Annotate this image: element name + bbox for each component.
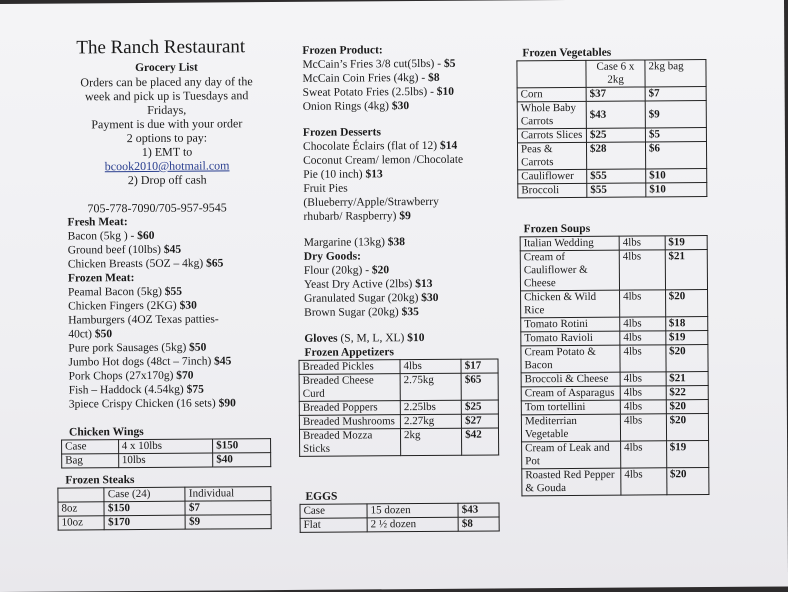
table-cell: 8oz [58, 502, 105, 516]
table-cell: $20 [665, 290, 708, 317]
table-cell: 2 ½ dozen [367, 517, 458, 532]
info-line: week and pick up is Tuesdays and [84, 88, 249, 104]
fresh-meat-heading: Fresh Meat: [67, 216, 128, 229]
frozen-soups-heading: Frozen Soups [523, 222, 591, 236]
item-price: $38 [387, 236, 406, 249]
table-cell: $7 [645, 87, 706, 101]
table-cell: 4lbs [400, 359, 461, 373]
table-cell: Bag [62, 454, 119, 468]
table-cell: Tomato Ravioli [521, 331, 620, 346]
table-cell: $10 [646, 183, 707, 197]
table-row [520, 236, 707, 251]
frozen-appetizers-heading: Frozen Appetizers [304, 346, 395, 359]
list-item [69, 383, 204, 398]
table-cell: $25 [586, 128, 645, 142]
item-name: Margarine (13kg) [303, 236, 385, 249]
item-price: $50 [94, 328, 113, 341]
page-subtitle: Grocery List [135, 61, 198, 75]
item-name: Brown Sugar (20kg) [304, 306, 399, 319]
table-cell: Breaded Poppers [299, 401, 400, 416]
item-price: $9 [399, 210, 411, 223]
table-row [58, 487, 271, 502]
table-cell: $55 [587, 183, 646, 197]
frozen-steaks-table [57, 486, 271, 530]
table-row [518, 169, 707, 184]
item-name: Pork Chops (27x170g) [68, 369, 174, 383]
table-cell: Cream Potato & Bacon [521, 345, 620, 373]
info-line: 1) EMT to [141, 144, 193, 159]
item-price: $8 [428, 71, 440, 84]
list-item [68, 285, 182, 300]
phone-numbers: 705-778-7090/705-957-9545 [87, 200, 227, 216]
list-item [68, 299, 197, 314]
table-row [517, 128, 706, 143]
table-cell: Corn [517, 87, 586, 101]
table-cell: 4lbs [620, 290, 666, 317]
table-cell: $22 [666, 386, 708, 400]
table-cell: 4lbs [619, 250, 665, 290]
table-cell: Peas & Carrots [517, 142, 586, 169]
chicken-wings-table [61, 438, 271, 468]
info-line: 2) Drop off cash [127, 172, 207, 188]
table-cell: Roasted Red Pepper & Gouda [522, 468, 621, 496]
table-row [521, 372, 708, 387]
list-item [303, 139, 457, 154]
table-cell: $42 [462, 428, 499, 455]
table-cell: $170 [105, 515, 186, 530]
table-cell: 2.75kg [400, 373, 461, 400]
table-cell: Individual [185, 487, 271, 502]
item-name: (Blueberry/Apple/Strawberry [303, 195, 439, 209]
list-item [304, 291, 439, 306]
table-cell: 10oz [58, 516, 105, 530]
table-cell: Mediterrian Vegetable [521, 414, 620, 442]
item-price: $10 [436, 85, 455, 98]
table-cell [517, 60, 586, 87]
table-row [521, 386, 708, 401]
list-item [303, 195, 439, 210]
info-line: Fridays, [147, 102, 187, 117]
item-name: Yeast Dry Active (2lbs) [303, 278, 413, 291]
table-cell: $17 [461, 359, 498, 373]
table-cell: $27 [462, 414, 499, 428]
item-name: Granulated Sugar (20kg) [304, 292, 419, 305]
frozen-desserts-heading: Frozen Desserts [302, 126, 381, 139]
item-price: $65 [206, 257, 224, 270]
frozen-meat-heading: Frozen Meat: [67, 272, 135, 285]
table-cell: 4lbs [621, 468, 667, 495]
table-cell: $18 [665, 317, 707, 331]
item-price: $13 [415, 277, 433, 291]
list-item [303, 209, 410, 224]
table-row [62, 453, 271, 468]
list-item [304, 277, 433, 292]
table-cell: $9 [645, 101, 706, 128]
table-cell: $43 [586, 101, 645, 128]
table-row [517, 101, 706, 129]
table-cell: $25 [461, 400, 498, 414]
table-row [521, 414, 708, 442]
table-cell: $9 [186, 515, 272, 530]
table-cell: 4lbs [620, 345, 666, 372]
table-row [517, 60, 706, 88]
table-cell: $7 [185, 501, 271, 516]
item-name: Fruit Pies [303, 182, 348, 195]
table-cell: 4 x 10lbs [118, 439, 213, 454]
table-cell: $6 [645, 142, 706, 169]
table-row [521, 331, 708, 346]
item-name: Fish – Haddock (4.54kg) [68, 383, 184, 397]
table-cell: Cream of Leak and Pot [522, 441, 621, 469]
item-name: 40ct) [68, 328, 92, 341]
dry-goods-heading: Dry Goods: [303, 250, 362, 263]
item-name: 3piece Crispy Chicken (16 sets) [68, 397, 216, 411]
table-cell: $21 [666, 372, 708, 386]
list-item [69, 369, 194, 384]
table-row [520, 250, 707, 291]
table-cell: Chicken & Wild Rice [521, 290, 620, 318]
table-cell [58, 488, 105, 502]
table-row [299, 359, 498, 374]
frozen-product-heading: Frozen Product: [302, 44, 383, 57]
info-line: Orders can be placed any day of the [80, 74, 253, 90]
table-row [521, 400, 708, 415]
table-row [521, 317, 708, 332]
table-cell: $8 [458, 517, 499, 531]
table-cell: $20 [666, 414, 709, 441]
item-name: Peamal Bacon (5kg) [67, 285, 162, 299]
item-price: $30 [391, 100, 410, 113]
table-cell: $20 [666, 468, 709, 495]
table-row [517, 142, 706, 170]
list-item [303, 182, 348, 196]
item-price: $10 [407, 332, 425, 345]
table-cell: $20 [666, 345, 709, 372]
table-row [300, 517, 499, 532]
item-name: Hamburgers (4OZ Texas patties- [68, 313, 219, 327]
frozen-vegetables-heading: Frozen Vegetables [522, 46, 612, 60]
table-cell: 4lbs [620, 400, 666, 414]
gloves-item [304, 331, 424, 346]
eggs-table [299, 502, 499, 532]
table-row [300, 503, 499, 518]
list-item [302, 57, 455, 72]
table-cell: Case 6 x 2kg [586, 60, 645, 87]
list-item [304, 305, 419, 320]
item-price: $5 [443, 57, 456, 70]
table-cell: $150 [104, 501, 185, 516]
table-row [299, 400, 498, 415]
table-cell: Cream of Asparagus [521, 386, 620, 401]
table-row [522, 441, 709, 469]
list-item [68, 327, 112, 341]
list-item [68, 243, 181, 258]
item-price: $20 [371, 264, 390, 277]
item-name: Chocolate Éclairs (flat of 12) [302, 139, 438, 153]
item-price: $70 [176, 369, 194, 382]
table-cell: 4lbs [621, 441, 667, 468]
eggs-heading: EGGS [305, 490, 338, 503]
table-cell: $37 [586, 87, 645, 101]
table-cell: Case [300, 504, 367, 518]
frozen-steaks-heading: Frozen Steaks [65, 474, 135, 487]
table-cell: Case [62, 440, 119, 454]
table-cell: Carrots Slices [517, 128, 586, 142]
table-row [522, 468, 709, 496]
list-item [68, 354, 231, 369]
table-cell: $65 [461, 373, 498, 400]
margarine-item [304, 235, 405, 250]
table-cell: $20 [666, 400, 708, 414]
table-cell: $28 [586, 142, 645, 169]
table-cell: $19 [665, 331, 707, 345]
table-cell: 4lbs [620, 386, 666, 400]
table-cell: 4lbs [620, 372, 666, 386]
list-item [303, 85, 455, 100]
item-name: Jumbo Hot dogs (48ct – 7inch) [68, 355, 212, 369]
table-cell: $40 [213, 453, 271, 467]
table-cell: Cauliflower [518, 169, 587, 183]
table-cell: 15 dozen [367, 503, 458, 518]
item-price: $75 [186, 383, 204, 396]
table-row [518, 183, 707, 198]
list-item [303, 153, 463, 168]
table-row [58, 515, 271, 530]
item-name: Sweat Potato Fries (2.5lbs) - [302, 85, 434, 99]
list-item [302, 71, 439, 86]
item-name: Chicken Fingers (2KG) [68, 299, 177, 313]
table-cell: $43 [458, 503, 499, 517]
table-cell: $55 [587, 169, 646, 183]
list-item [69, 396, 236, 411]
item-name: McCain’s Fries 3/8 cut(5lbs) - [302, 57, 442, 71]
table-cell: 2.25lbs [400, 400, 461, 414]
table-cell: 4lbs [620, 414, 666, 441]
table-cell: Tomato Rotini [521, 317, 620, 332]
table-row [58, 501, 271, 516]
list-item [68, 256, 224, 271]
email-link[interactable]: bcook2010@hotmail.com [104, 158, 230, 174]
table-cell: Whole Baby Carrots [517, 101, 586, 128]
table-cell: 2kg bag [645, 60, 706, 87]
item-name: Ground beef (10lbs) [67, 243, 162, 257]
table-cell: $21 [665, 250, 708, 290]
chicken-wings-heading: Chicken Wings [68, 425, 144, 439]
info-line: 2 options to pay: [126, 130, 208, 146]
item-name: Bacon (5kg ) - [67, 230, 135, 243]
item-name: rhubarb/ Raspberry) [303, 210, 397, 223]
list-item [303, 167, 383, 182]
page-title: The Ranch Restaurant [76, 36, 246, 59]
table-cell: Breaded Pickles [299, 360, 400, 375]
table-cell: Cream of Cauliflower & Cheese [520, 250, 619, 291]
table-cell: 2kg [400, 428, 461, 455]
item-price: $13 [365, 168, 383, 181]
item-sizes: (S, M, L, XL) [340, 332, 405, 345]
table-cell: $5 [645, 128, 706, 142]
table-cell: $10 [646, 169, 707, 183]
table-row [299, 428, 498, 456]
item-name: Pie (10 inch) [303, 168, 363, 181]
list-item [304, 263, 389, 278]
item-price: $45 [214, 355, 232, 368]
item-name: Coconut Cream/ lemon /Chocolate [303, 153, 464, 167]
frozen-appetizers-table [298, 358, 499, 456]
table-row [62, 439, 271, 454]
table-cell: $150 [213, 439, 271, 453]
table-row [299, 414, 498, 429]
list-item [68, 341, 206, 356]
table-cell: $19 [665, 236, 707, 250]
info-line: Payment is due with your order [91, 116, 243, 132]
item-price: $45 [163, 243, 182, 256]
item-price: $30 [179, 299, 197, 312]
item-name: Onion Rings (4kg) [302, 100, 390, 113]
list-item [303, 99, 409, 114]
table-row [521, 290, 708, 318]
list-item [68, 312, 219, 327]
table-row [521, 345, 708, 373]
item-price: $60 [137, 229, 155, 243]
table-cell: 4lbs [620, 317, 666, 331]
item-name: Flour (20kg) - [303, 264, 370, 277]
table-cell: Case (24) [104, 487, 185, 502]
list-item [68, 229, 155, 244]
table-cell: Breaded Mushrooms [299, 415, 400, 430]
item-name: Pure pork Sausages (5kg) [68, 341, 187, 355]
item-price: $55 [164, 285, 183, 298]
item-price: $35 [401, 306, 419, 319]
table-cell: Tom tortellini [521, 400, 620, 415]
frozen-vegetables-table [516, 59, 707, 198]
item-price: $50 [189, 341, 207, 354]
table-cell: Broccoli [518, 183, 587, 197]
table-cell: Broccoli & Cheese [521, 372, 620, 387]
table-cell: 10lbs [118, 453, 213, 468]
item-name: McCain Coin Fries (4kg) - [302, 71, 426, 85]
item-price: $30 [421, 291, 439, 305]
table-cell: $19 [666, 441, 709, 468]
item-name: Chicken Breasts (5OZ – 4kg) [67, 257, 204, 271]
table-cell: Flat [300, 518, 367, 532]
table-cell: 4lbs [619, 236, 665, 250]
item-name: Gloves [304, 332, 338, 345]
table-cell: Breaded Cheese Curd [299, 374, 400, 402]
item-price: $90 [218, 397, 236, 410]
table-cell: 2.27kg [400, 414, 461, 428]
frozen-soups-table [520, 235, 710, 496]
item-price: $14 [439, 139, 458, 152]
table-cell: Italian Wedding [520, 236, 619, 251]
table-row [517, 87, 706, 102]
table-cell: 4lbs [620, 331, 666, 345]
table-row [299, 373, 498, 401]
table-cell: Breaded Mozza Sticks [299, 429, 400, 457]
